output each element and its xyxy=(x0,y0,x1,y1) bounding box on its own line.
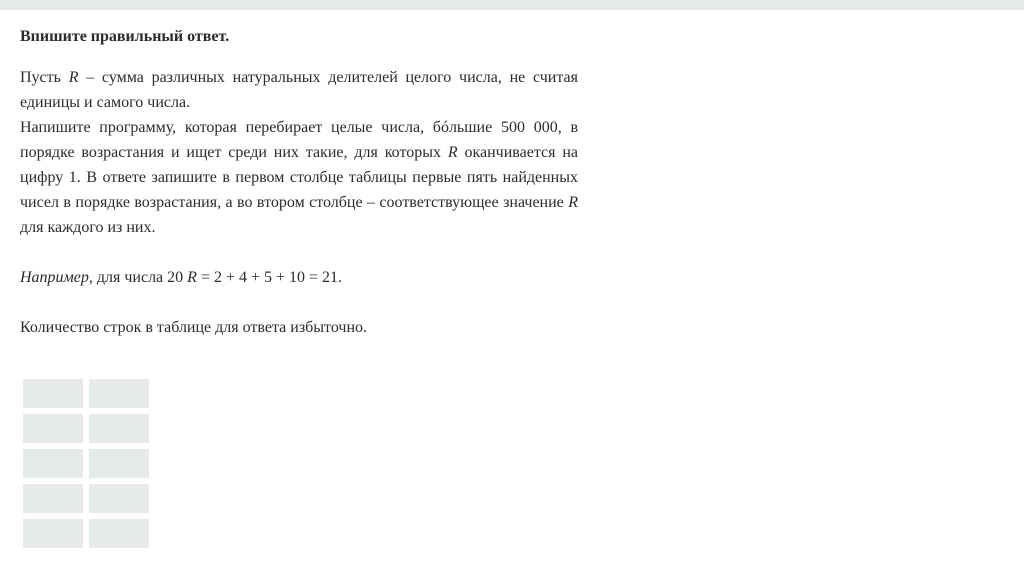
answer-cell-r-value[interactable] xyxy=(89,484,149,513)
answer-cell-r-value[interactable] xyxy=(89,379,149,408)
answer-cell-r-value[interactable] xyxy=(89,519,149,548)
definition-paragraph xyxy=(20,65,578,115)
example-text-1: для числа 20 xyxy=(92,269,188,286)
example-text-2: = 2 + 4 + 5 + 10 = 21. xyxy=(196,269,343,286)
variable-r: R xyxy=(447,144,458,161)
instruction-text-2: оканчивается на цифру 1. В ответе запишите в первом столбце таблицы первые пять найденных чисел в порядке возрастания, а во втором столбце – соответствующее значение xyxy=(20,144,578,211)
answer-cell-number[interactable] xyxy=(23,484,83,513)
answer-cell-number[interactable] xyxy=(23,519,83,548)
answer-cell-r-value[interactable] xyxy=(89,414,149,443)
definition-text-2: – сумма различных натуральных делителей целого числа, не считая единицы и самого числа. xyxy=(20,69,578,111)
example-paragraph xyxy=(20,265,578,290)
instruction-text-3: для каждого из них. xyxy=(20,219,156,236)
top-strip xyxy=(0,0,1024,10)
answer-table xyxy=(23,379,149,548)
instruction-text-1: Напишите программу, которая перебирает целые числа, бóльшие 500 000, в порядке возрастания и ищет среди них такие, для которых xyxy=(20,119,578,161)
example-lead: Например, xyxy=(20,269,93,286)
definition-text-1: Пусть xyxy=(20,69,69,86)
answer-cell-number[interactable] xyxy=(23,449,83,478)
task-heading: Впишите правильный ответ. xyxy=(20,28,230,45)
note-paragraph: Количество строк в таблице для ответа избыточно. xyxy=(20,319,368,336)
instruction-paragraph xyxy=(20,115,578,240)
answer-cell-number[interactable] xyxy=(23,414,83,443)
answer-cell-r-value[interactable] xyxy=(89,449,149,478)
answer-cell-number[interactable] xyxy=(23,379,83,408)
spacer xyxy=(20,290,578,315)
variable-r: R xyxy=(187,269,197,286)
variable-r: R xyxy=(568,194,578,211)
spacer xyxy=(20,240,578,265)
variable-r: R xyxy=(68,69,79,86)
task-content xyxy=(20,24,578,340)
